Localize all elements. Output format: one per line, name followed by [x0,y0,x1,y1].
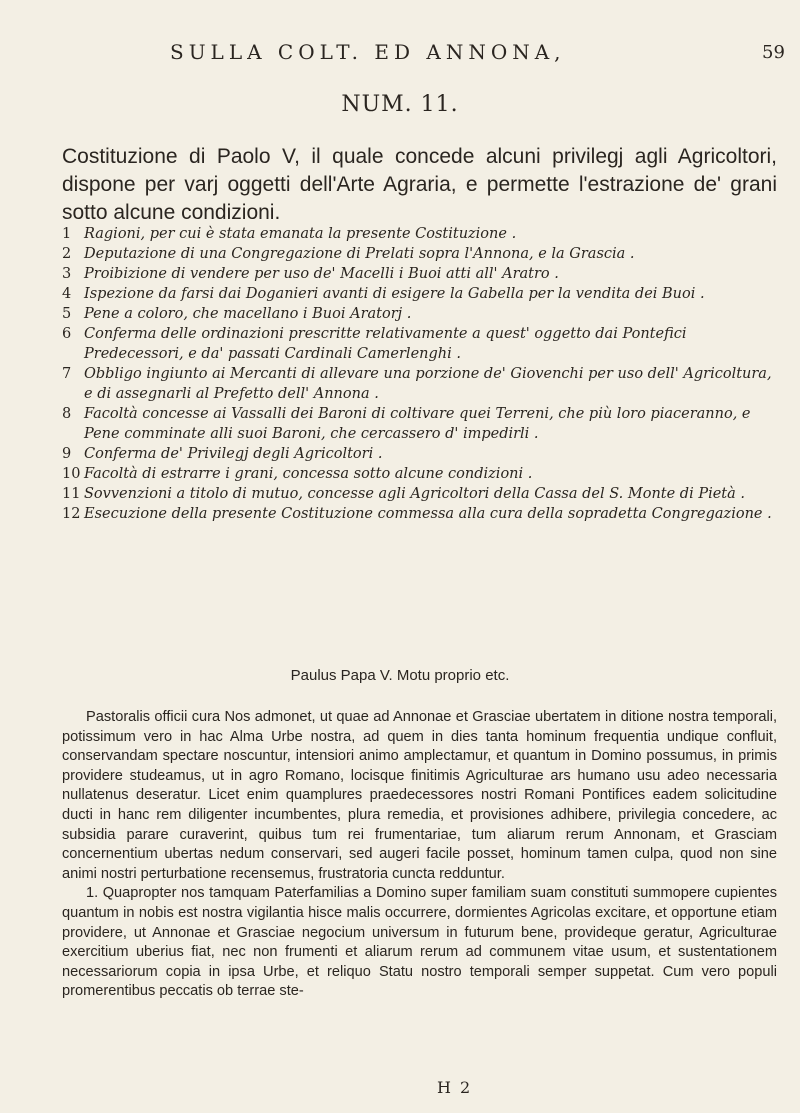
contents-item-number: 6 [62,326,72,342]
contents-item-number: 7 [62,366,72,382]
constitution-summary: Costituzione di Paolo V, il quale concede alcuni privilegj agli Agricoltori, dispone per varj oggetti dell'Arte Agraria, e permette l'estrazione de' grani sotto alcune condizioni. [62,145,777,224]
contents-item-text: Conferma delle ordinazioni prescritte relativamente a quest' oggetto dai Pontefici Predecessori, e da' passati Cardinali Camerlenghi . [84,326,687,362]
contents-item-number: 12 [62,506,81,522]
contents-item [62,404,777,444]
contents-item-number: 3 [62,266,72,282]
contents-item-text: Ragioni, per cui è stata emanata la presente Costituzione . [84,226,517,242]
contents-item [62,484,777,504]
contents-item-number: 8 [62,406,72,422]
contents-item-text: Obbligo ingiunto ai Mercanti di allevare una porzione de' Giovenchi per uso dell' Agricoltura, e di assegnarli al Prefetto dell' Annona . [84,366,772,402]
contents-item [62,324,777,364]
contents-item-text: Deputazione di una Congregazione di Prelati sopra l'Annona, e la Grascia . [84,246,635,262]
contents-item-text: Facoltà concesse ai Vassalli dei Baroni di coltivare quei Terreni, che più loro piaceranno, e Pene comminate alli suoi Baroni, che cercassero d' impedirli . [84,406,751,442]
page-number: 59 [762,42,785,63]
contents-item-number: 4 [62,286,72,302]
contents-item [62,224,777,244]
contents-item-text: Ispezione da farsi dai Doganieri avanti di esigere la Gabella per la vendita dei Buoi . [84,286,705,302]
contents-item-text: Facoltà di estrarre i grani, concessa sotto alcune condizioni . [84,466,533,482]
latin-text [62,708,777,1002]
latin-paragraph: 1. Quapropter nos tamquam Paterfamilias a Domino super familiam suam constituti summopere cupientes quantum in nobis est nostra vigilantia hisce malis occurrere, dormientes Agricolas excitare, et opportune etiam providere, ut Annonae et Grasciae negocium universum in futurum bene, provideque geratur, Agriculturae exercitium uberius fiat, nec non frumenti et aliarum rerum ad communem vitae usum, et sustentationem necessariorum copia in ipsa Urbe, et reliquo Statu nostro temporali semper suppetat. Cum vero populi promerentibus peccatis ob terrae ste- [62,885,777,1000]
contents-item-number: 1 [62,226,72,242]
latin-paragraph: Pastoralis officii cura Nos admonet, ut quae ad Annonae et Grasciae ubertatem in ditione nostra temporali, potissimum vero in hac Alma Urbe nostra, ad quem in dies tanta hominum frequentia undique confluit, conservandam spectare noscuntur, intensiori animo amplectamur, et quantum in Domino possumus, in primis providere studeamus, ut in agro Romano, locisque finitimis Agriculturae ars humano usu adeo necessaria nullatenus deseratur. Licet enim quamplures praedecessores nostri Romani Pontifices eadem solicitudine ducti in hanc rem diligenter incumbentes, plura remedia, et provisiones adhibere, privilegia concedere, ac subsidia parare curaverint, quibus tum rei frumentariae, tum aliarum rerum Annonam, et Grasciam concernentium ubertas nedum conservari, sed augeri facile posset, hominum tamen culpa, quod non sine animi nostri perturbatione recensemus, frustratoria cuncta redduntur. [62,709,777,882]
contents-item [62,444,777,464]
running-title: SULLA COLT. ED ANNONA, [170,40,566,64]
contents-item [62,244,777,264]
printer-signature: H 2 [437,1078,473,1097]
papal-heading: Paulus Papa V. Motu proprio etc. [290,667,510,684]
contents-item [62,364,777,404]
contents-item-text: Pene a coloro, che macellano i Buoi Aratorj . [84,306,412,322]
contents-item-text: Proibizione di vendere per uso de' Macelli i Buoi atti all' Aratro . [84,266,559,282]
contents-item [62,284,777,304]
contents-item-number: 9 [62,446,72,462]
contents-list [62,224,777,524]
contents-item-number: 11 [62,486,81,502]
contents-item [62,264,777,284]
contents-item [62,504,777,524]
contents-item-number: 10 [62,466,81,482]
contents-item-text: Conferma de' Privilegj degli Agricoltori . [84,446,383,462]
contents-item [62,304,777,324]
contents-item-text: Esecuzione della presente Costituzione commessa alla cura della sopradetta Congregazione . [84,506,772,522]
document-number-title: NUM. 11. [341,92,459,117]
contents-item [62,464,777,484]
contents-item-number: 2 [62,246,72,262]
contents-item-text: Sovvenzioni a titolo di mutuo, concesse agli Agricoltori della Cassa del S. Monte di Pietà . [84,486,745,502]
contents-item-number: 5 [62,306,72,322]
